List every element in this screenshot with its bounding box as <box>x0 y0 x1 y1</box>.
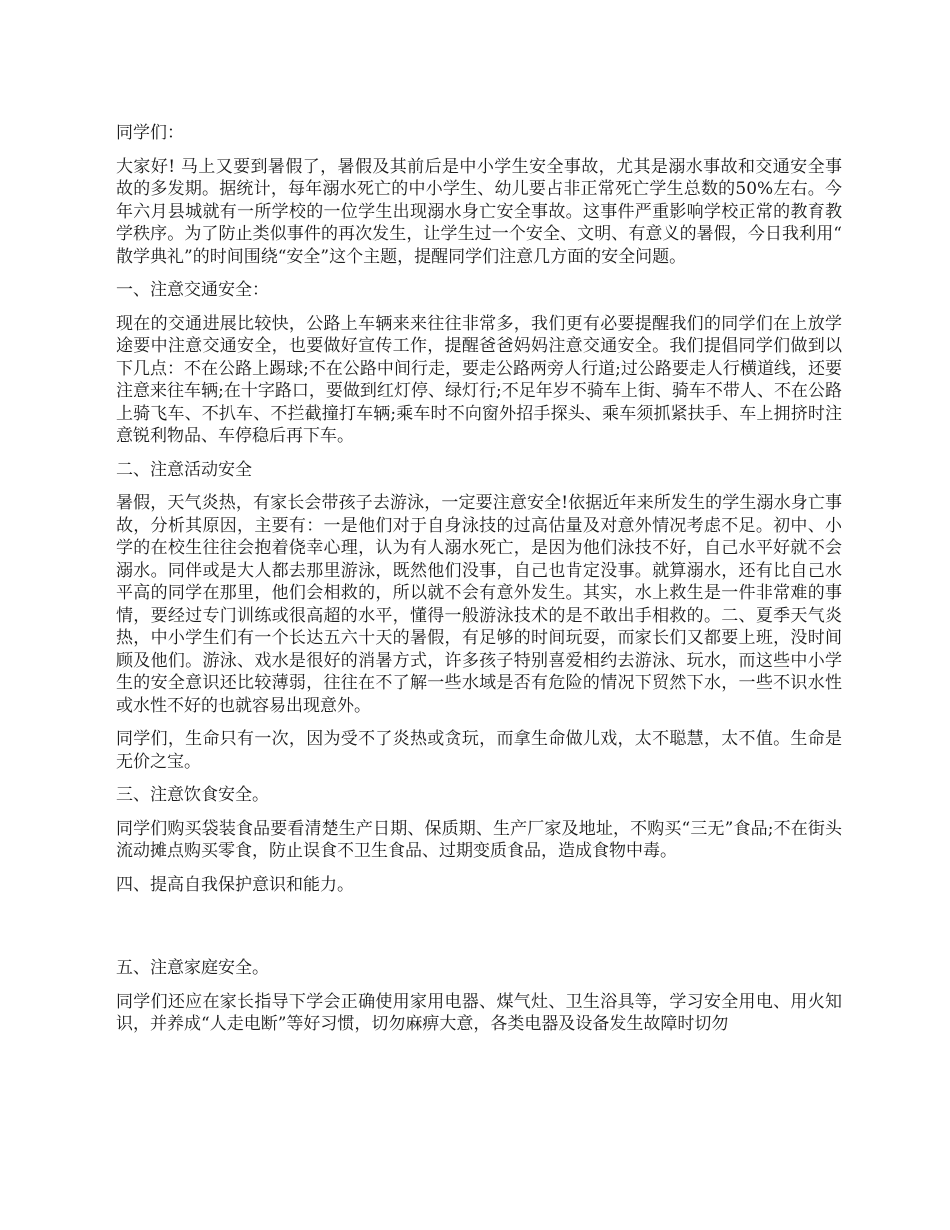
section-4-heading: 四、提高自我保护意识和能力。 <box>116 874 354 895</box>
section-5-body: 同学们还应在家长指导下学会正确使用家用电器、煤气灶、卫生浴具等，学习安全用电、用火知识，并养成“人走电断”等好习惯，切勿麻痹大意，各类电器及设备发生故障时切勿 <box>116 991 842 1034</box>
section-1-body: 现在的交通进展比较快，公路上车辆来来往往非常多，我们更有必要提醒我们的同学们在上放学途要中注意交通安全，也要做好宣传工作，提醒爸爸妈妈注意交通安全。我们提倡同学们做到以下几点：不在公路上踢球;不在公路中间行走，要走公路两旁人行道;过公路要走人行横道线，还要注意来往车辆;在十字路口，要做到红灯停、绿灯行;不足年岁不骑车上街、骑车不带人、不在公路上骑飞车、不扒车、不拦截撞打车辆;乘车时不向窗外招手探头、乘车须抓紧扶手、车上拥挤时注意锐利物品、车停稳后再下车。 <box>116 313 842 446</box>
section-2-note: 同学们，生命只有一次，因为受不了炎热或贪玩，而拿生命做儿戏，太不聪慧，太不值。生命是无价之宝。 <box>116 729 842 772</box>
section-5-heading: 五、注意家庭安全。 <box>116 958 269 978</box>
section-1-heading: 一、注意交通安全： <box>116 280 269 300</box>
section-2-body: 暑假，天气炎热，有家长会带孩子去游泳，一定要注意安全!依据近年来所发生的学生溺水身亡事故，分析其原因，主要有：一是他们对于自身泳技的过高估量及对意外情况考虑不足。初中、小学的在校生往往会抱着侥幸心理，认为有人溺水死亡，是因为他们泳技不好，自己水平好就不会溺水。同伴或是大人都去那里游泳，既然他们没事，自己也肯定没事。就算溺水，还有比自己水平高的同学在那里，他们会相救的，所以就不会有意外发生。其实，水上救生是一件非常难的事情，要经过专门训练或很高超的水平，懂得一般游泳技术的是不敢出手相救的。二、夏季天气炎热，中小学生们有一个长达五六十天的暑假，有足够的时间玩耍，而家长们又都要上班，没时间顾及他们。游泳、戏水是很好的消暑方式，许多孩子特别喜爱相约去游泳、玩水，而这些中小学生的安全意识还比较薄弱，往往在不了解一些水域是否有危险的情况下贸然下水，一些不识水性或水性不好的也就容易出现意外。 <box>116 493 842 716</box>
section-3-body: 同学们购买袋装食品要看清楚生产日期、保质期、生产厂家及地址，不购买“三无”食品;不在街头流动摊点购买零食，防止误食不卫生食品、过期变质食品，造成食物中毒。 <box>116 818 842 861</box>
section-2-heading: 二、注意活动安全 <box>116 459 252 480</box>
document-page <box>116 122 842 1047</box>
blank-spacer <box>116 907 842 957</box>
greeting: 同学们： <box>116 123 184 143</box>
intro-paragraph: 大家好! 马上又要到暑假了，暑假及其前后是中小学生安全事故，尤其是溺水事故和交通安全事故的多发期。据统计，每年溺水死亡的中小学生、幼儿要占非正常死亡学生总数的50%左右。今年六月县城就有一所学校的一位学生出现溺水身亡安全事故。这事件严重影响学校正常的教育教学秩序。为了防止类似事件的再次发生，让学生过一个安全、文明、有意义的暑假，今日我利用“散学典礼”的时间围绕“安全”这个主题，提醒同学们注意几方面的安全问题。 <box>116 156 842 267</box>
section-3-heading: 三、注意饮食安全。 <box>116 785 269 805</box>
